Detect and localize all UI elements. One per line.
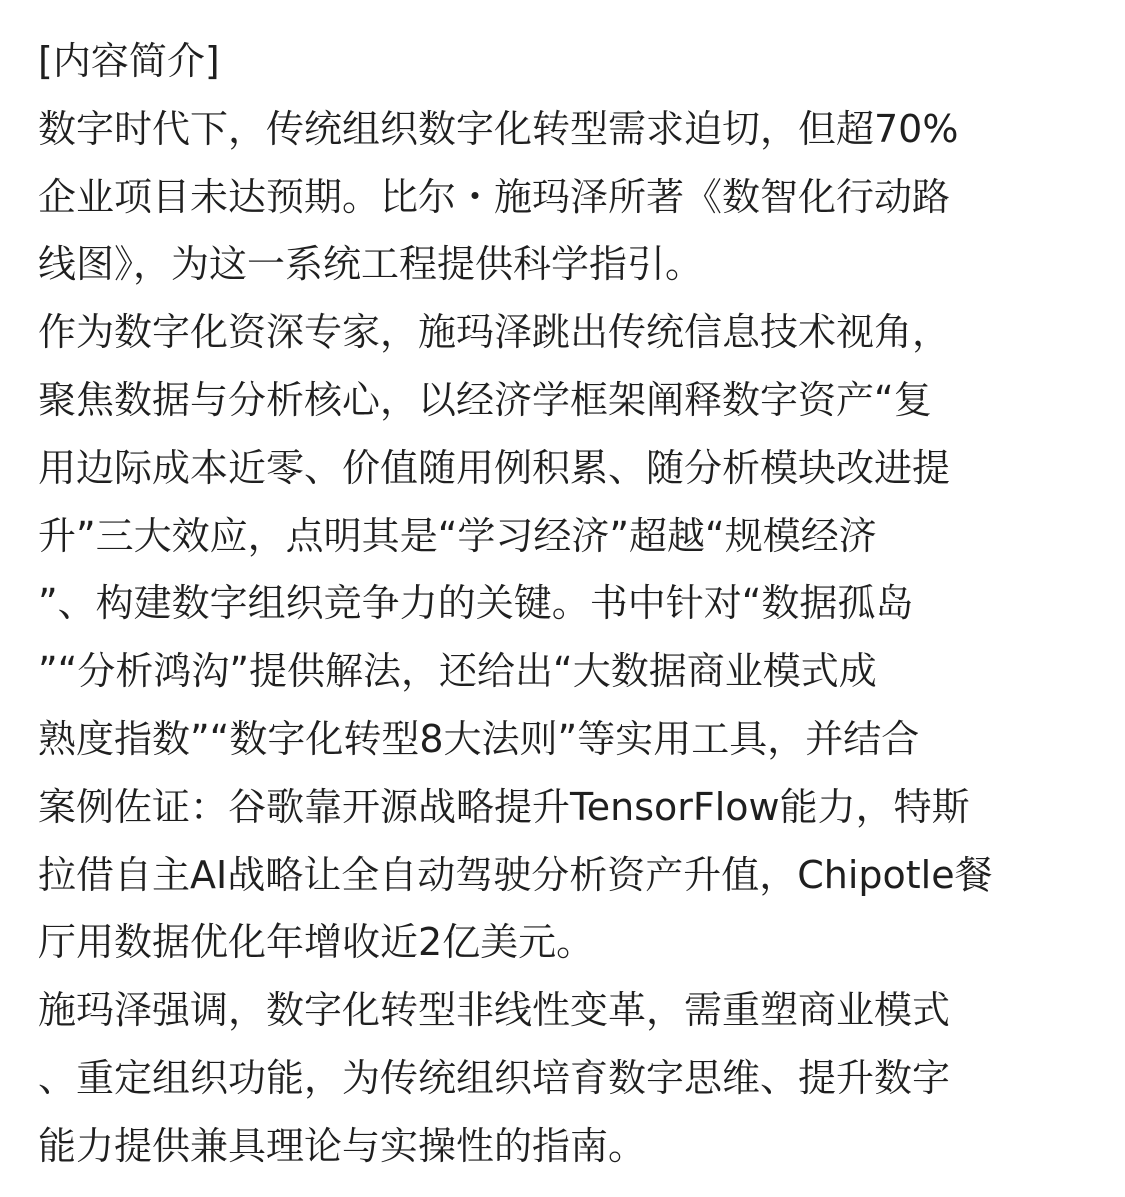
text-line: 能力提供兼具理论与实操性的指南。 bbox=[38, 1123, 647, 1168]
text-line: 作为数字化资深专家，施玛泽跳出传统信息技术视角， bbox=[38, 310, 951, 355]
text-line: 数字时代下，传统组织数字化转型需求迫切，但超70% bbox=[38, 106, 959, 151]
text-line: 厅用数据优化年增收近2亿美元。 bbox=[38, 920, 595, 965]
text-line: 拉借自主AI战略让全自动驾驶分析资产升值，Chipotle餐 bbox=[38, 852, 993, 897]
text-line: ”“分析鸿沟”提供解法，还给出“大数据商业模式成 bbox=[38, 649, 877, 694]
text-line: 施玛泽强调，数字化转型非线性变革，需重塑商业模式 bbox=[38, 988, 951, 1033]
text-line: ”、构建数字组织竞争力的关键。书中针对“数据孤岛 bbox=[38, 581, 914, 626]
text-line: 熟度指数”“数字化转型8大法则”等实用工具，并结合 bbox=[38, 716, 920, 761]
text-line: 聚焦数据与分析核心，以经济学框架阐释数字资产“复 bbox=[38, 377, 932, 422]
text-line: 企业项目未达预期。比尔・施玛泽所著《数智化行动路 bbox=[38, 174, 951, 219]
text-line: 升”三大效应，点明其是“学习经济”超越“规模经济 bbox=[38, 513, 877, 558]
text-line: 用边际成本近零、价值随用例积累、随分析模块改进提 bbox=[38, 445, 951, 490]
section-heading: [内容简介] bbox=[38, 39, 220, 83]
document-body bbox=[38, 28, 1078, 1181]
text-line: 、重定组织功能，为传统组织培育数字思维、提升数字 bbox=[38, 1055, 951, 1100]
text-line: 线图》，为这一系统工程提供科学指引。 bbox=[38, 242, 704, 287]
text-line: 案例佐证：谷歌靠开源战略提升TensorFlow能力，特斯 bbox=[38, 784, 970, 829]
